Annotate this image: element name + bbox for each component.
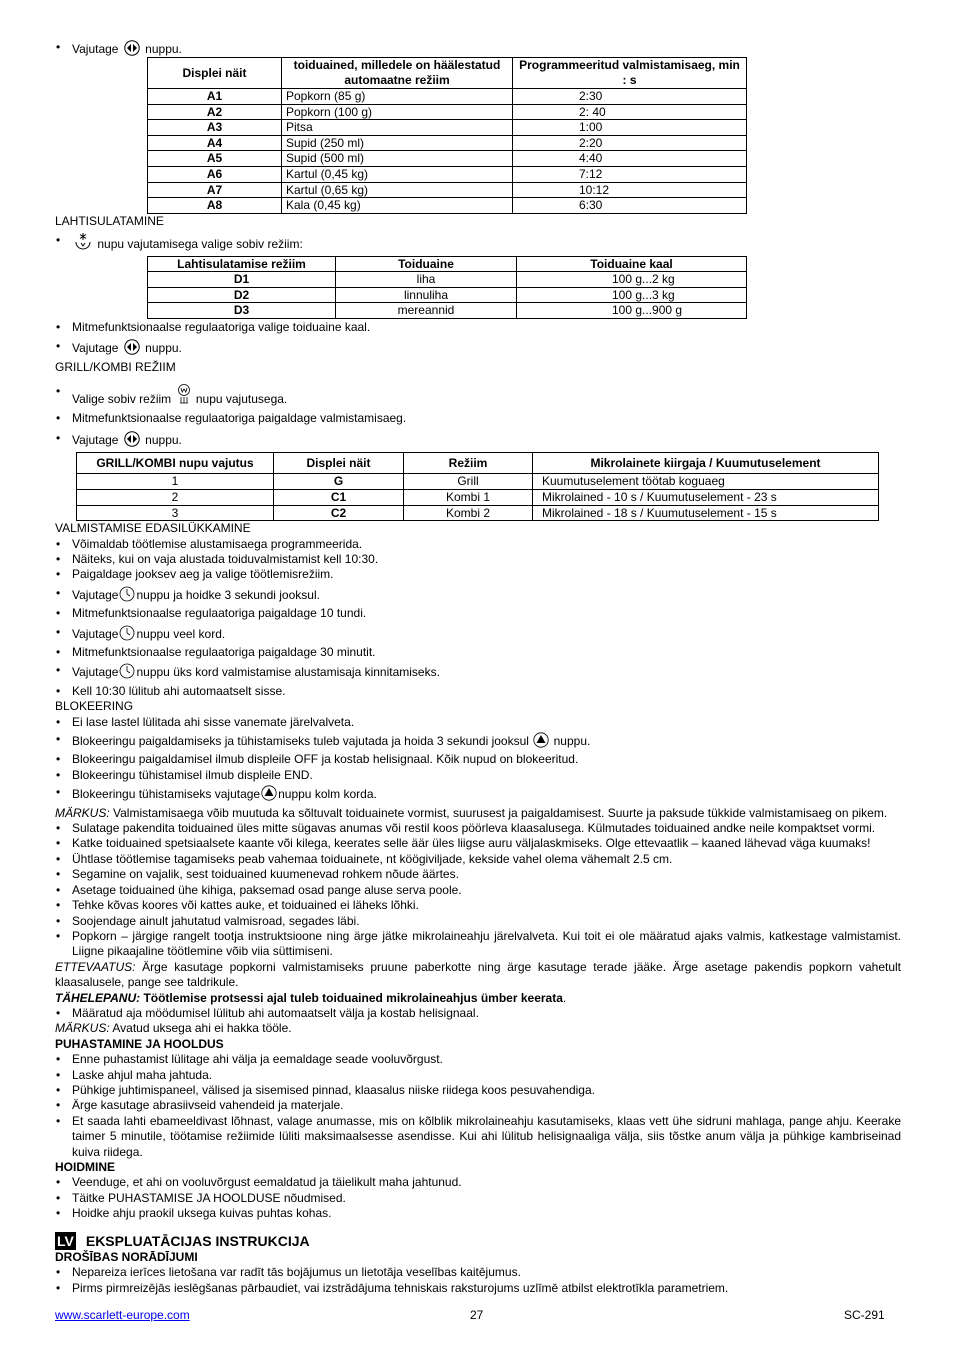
table-cell: G [274,474,404,490]
table-header: Mikrolainete kiirgaja / Kuumutuselement [533,453,879,474]
table-header: Programmeeritud valmistamisaeg, min : s [513,58,747,89]
table-cell: Pitsa [282,120,513,136]
clock-icon [119,586,135,606]
list-item: • Katke toiduained spetsiaalsete kaante või kilega, keerates selle äär üles liigse auru väljalaskmiseks. Olge ettevaatlik – kaaned lähevad väga kuumaks! [55,836,901,851]
table-cell: Kartul (0,65 kg) [282,182,513,198]
defrost-snowflake-icon [73,233,93,255]
list-item: • Tehke kõvas koores või kattes auke, et toiduained ei läheks lõhki. [55,898,901,913]
table-cell: mereannid [336,303,517,319]
list-item: • Segamine on vajalik, sest toiduained kuumenevad rohkem nõude äärtes. [55,867,901,882]
table-row [77,489,879,505]
language-badge: LV [57,1232,74,1249]
caution-paragraph [55,960,901,991]
table-row [148,135,747,151]
start-arrows-icon [123,339,141,359]
delay-hold-item [55,586,901,606]
list-item: • Mitmefunktsionaalse regulaatoriga paigaldage 10 tundi. [55,606,901,621]
grill-select-item [55,384,901,410]
list-item: • Pühkige juhtimispaneel, välised ja sisemised pinnad, klaasalus niiske riidega koos pesuvahendiga. [55,1083,901,1098]
table-cell: liha [336,272,517,288]
list-item: • Ei lase lastel lülitada ahi sisse vanemate järelvalveta. [55,715,901,730]
table-row [148,166,747,182]
table-row [148,272,747,288]
table-header-row [77,453,879,474]
table-cell: 1 [77,474,274,490]
table-row [148,287,747,303]
table-header: Displei näit [148,58,282,89]
table-cell: 3 [77,505,274,521]
table-row [148,182,747,198]
grill-table [76,452,879,521]
website-link[interactable]: www.scarlett-europe.com [55,1308,190,1322]
defrost-weight-item: • Mitmefunktsionaalse regulaatoriga valige toiduaine kaal. [55,320,901,335]
grill-heading: GRILL/KOMBI REŽIIM [55,359,176,374]
list-item: • Pirms pirmreizējās ieslēgšanas pārbaudiet, vai izstrādājuma tehniskais raksturojums uzlīmē atbilst elektrotīkla parametriem. [55,1281,901,1296]
table-cell: 100 g...2 kg [517,272,747,288]
table-header: Toiduaine [336,256,517,272]
lock-suffix: nuppu. [553,734,591,749]
table-cell: Mikrolained - 18 s / Kuumutuselement - 15 s [533,505,879,521]
list-item: • Nepareiza ierīces lietošana var radīt tās bojājumus un lietotāja veselības kaitējumus. [55,1265,901,1280]
defrost-press-item [55,339,901,359]
table-cell: 2:30 [513,89,747,105]
table-cell: 100 g...900 g [517,303,747,319]
table-cell: Kartul (0,45 kg) [282,166,513,182]
delay-heading: VALMISTAMISE EDASILÜKKAMINE [55,521,251,536]
table-cell: A8 [148,198,282,214]
table-header: GRILL/KOMBI nupu vajutus [77,453,274,474]
note-text: Valmistamisaega võib muutuda ka sõltuvalt toiduainete vormist, suurusest ja paigaldamisest. Suurte ja paksude tükkide valmistamisaeg on pikem. [109,805,888,820]
table-cell: C1 [274,489,404,505]
list-item: • Näiteks, kui on vaja alustada toiduvalmistamist kell 10:30. [55,552,901,567]
table-header: Lahtisulatamise režiim [148,256,336,272]
table-cell: 2:20 [513,135,747,151]
table-row [148,198,747,214]
table-cell: Kombi 1 [404,489,533,505]
attention-end: . [562,990,567,1005]
table-header: toiduained, milledele on häälestatud automaatne režiim [282,58,513,89]
table-cell: Popkorn (85 g) [282,89,513,105]
press-suffix: nuppu üks kord valmistamise alustamisaja kinnitamiseks. [136,665,440,680]
note-text: Avatud uksega ahi ei hakka tööle. [109,1021,292,1036]
grill-press-item [55,431,901,451]
lock-cancel-item [55,785,901,805]
lock-triangle-icon [533,732,549,752]
note-label: MÄRKUS: [55,1021,110,1036]
table-cell: A6 [148,166,282,182]
defrost-select-item [55,233,901,255]
lock-text: Blokeeringu tühistamiseks vajutage [72,787,261,802]
table-header-row [148,58,747,89]
lv-subheading: DROŠĪBAS NORĀDĪJUMI [55,1250,198,1265]
table-cell: 4:40 [513,151,747,167]
page-number: 27 [470,1308,484,1322]
lv-section-title [55,1232,901,1250]
table-cell: Supid (500 ml) [282,151,513,167]
lock-suffix: nuppu kolm korda. [278,787,377,802]
delay-again-item [55,625,901,645]
delay-confirm-item [55,663,901,683]
storage-heading: HOIDMINE [55,1160,115,1174]
table-header: Režiim [404,453,533,474]
grill-select-text: Valige sobiv režiim [72,392,172,407]
list-item: • Sulatage pakendita toiduained üles mitte sügavas anumas või restil koos pöörleva klaasalusega. Külmutades toiduained andke neile kompaktset vormi. [55,821,901,836]
table-header: Displei näit [274,453,404,474]
attention-label: TÄHELEPANU: [55,990,141,1005]
table-cell: Popkorn (100 g) [282,104,513,120]
table-row [148,303,747,319]
table-cell: A2 [148,104,282,120]
list-item: • Soojendage ainult jahutatud valmisroad, segades läbi. [55,914,901,929]
start-arrows-icon [123,40,141,60]
lock-press-item [55,732,901,752]
list-item: • Mitmefunktsionaalse regulaatoriga paigaldage 30 minutit. [55,645,901,660]
press-start-item [55,40,901,56]
clock-icon [119,625,135,645]
table-cell: linnuliha [336,287,517,303]
table-row [77,505,879,521]
table-header-row [148,256,747,272]
note-paragraph [55,806,901,821]
list-item: • Kell 10:30 lülitub ahi automaatselt sisse. [55,684,901,699]
table-cell: A7 [148,182,282,198]
table-cell: D2 [148,287,336,303]
list-item: • Veenduge, et ahi on vooluvõrgust eemaldatud ja täielikult maha jahtunud. [55,1175,901,1190]
table-cell: Kala (0,45 kg) [282,198,513,214]
list-item: • Enne puhastamist lülitage ahi välja ja eemaldage seade vooluvõrgust. [55,1052,901,1067]
cleaning-heading: PUHASTAMINE JA HOOLDUS [55,1036,224,1051]
press-label: Vajutage [72,341,119,356]
grill-time-item: • Mitmefunktsionaalse regulaatoriga paigaldage valmistamisaeg. [55,411,901,426]
note-label: MÄRKUS: [55,805,110,820]
table-row [148,89,747,105]
list-item: • Popkorn – järgige rangelt tootja instruktsioone ning ärge jätke mikrolaineahju järelvalveta. Kui toit ei ole määratud ajaks valmis, katkestage valmistamist. Liigne pikaajaline töötlemine võib viia süttimiseni. [55,929,901,960]
defrost-select-text: nupu vajutamisega valige sobiv režiim: [97,237,303,252]
start-arrows-icon [123,431,141,451]
press-label: Vajutage [72,665,119,680]
press-label: Vajutage [72,587,119,602]
document-page [55,40,901,1296]
table-cell: 10:12 [513,182,747,198]
list-item: • Blokeeringu tühistamisel ilmub displeile END. [55,768,901,783]
table-cell: 100 g...3 kg [517,287,747,303]
list-item: • Määratud aja möödumisel lülitub ahi automaatselt välja ja kostab helisignaal. [55,1006,901,1021]
press-label: Vajutage [72,626,119,641]
press-suffix: nuppu. [145,42,182,56]
table-cell: Kombi 2 [404,505,533,521]
table-cell: A3 [148,120,282,136]
table-cell: 6:30 [513,198,747,214]
table-row [148,120,747,136]
list-item: • Ühtlase töötlemise tagamiseks peab vahemaa toiduainete, nt köögiviljade, kekside vahel olema vähemalt 2.5 cm. [55,852,901,867]
table-cell: Kuumutuselement töötab koguaeg [533,474,879,490]
list-item: • Paigaldage jooksev aeg ja valige töötlemisrežiim. [55,567,901,582]
lv-title: EKSPLUATĀCIJAS INSTRUKCIJA [85,1232,310,1249]
press-suffix: nuppu. [145,341,182,356]
model-number: SC-291 [844,1308,885,1322]
attention-text: Töötlemise protsessi ajal tuleb toiduained mikrolaineahjus ümber keerata [140,990,563,1005]
press-suffix: nuppu veel kord. [136,626,226,641]
press-label: Vajutage [72,432,119,447]
note2-paragraph [55,1021,901,1036]
lock-triangle-icon [261,785,277,805]
table-cell: D3 [148,303,336,319]
table-header: Toiduaine kaal [517,256,747,272]
list-item: • Ärge kasutage abrasiivseid vahendeid ja materjale. [55,1098,901,1113]
table-cell: 7:12 [513,166,747,182]
list-item: • Võimaldab töötlemise alustamisaega programmeerida. [55,537,901,552]
press-suffix: nuppu. [145,432,182,447]
list-item: • Laske ahjul maha jahtuda. [55,1068,901,1083]
table-row [148,151,747,167]
table-cell: 2 [77,489,274,505]
lock-text: Blokeeringu paigaldamiseks ja tühistamiseks tuleb vajutada ja hoida 3 sekundi jooksul [72,734,529,749]
table-cell: Mikrolained - 10 s / Kuumutuselement - 23 s [533,489,879,505]
table-cell: 2: 40 [513,104,747,120]
attention-paragraph [55,991,901,1006]
auto-mode-table [147,57,747,214]
list-item: • Blokeeringu paigaldamisel ilmub displeile OFF ja kostab helisignaal. Kõik nupud on blokeeritud. [55,752,901,767]
list-item: • Täitke PUHASTAMISE JA HOOLDUSE nõudmised. [55,1191,901,1206]
table-row [148,104,747,120]
press-label: Vajutage [72,42,119,56]
grill-combi-icon [176,384,192,410]
list-item: • Hoidke ahju praokil uksega kuivas puhtas kohas. [55,1206,901,1221]
grill-select-suffix: nupu vajutusega. [195,392,288,407]
clock-icon [119,663,135,683]
table-cell: A1 [148,89,282,105]
table-cell: C2 [274,505,404,521]
table-cell: A5 [148,151,282,167]
table-cell: 1:00 [513,120,747,136]
list-item: • Asetage toiduained ühe kihiga, paksemad osad pange aluse serva poole. [55,883,901,898]
caution-label: ETTEVAATUS: [55,959,136,974]
table-cell: D1 [148,272,336,288]
lock-heading: BLOKEERING [55,699,134,714]
list-item: • Et saada lahti ebameeldivast lõhnast, valage anumasse, mis on kõlblik mikrolaineahju kasutamiseks, klaas vett ühe sidruni mahlaga, pange ahju. Keerake taimer 5 minutile, töötamise režiimide lüliti maksimaalsesse asendisse. Kui ahi lülitub helisignaaliga välja, siis tõstke anum välja ja pühkige kambriseinad kuiva riidega. [55,1114,901,1160]
table-cell: A4 [148,135,282,151]
table-row [77,474,879,490]
table-cell: Grill [404,474,533,490]
press-suffix: nuppu ja hoidke 3 sekundi jooksul. [136,587,320,602]
table-cell: Supid (250 ml) [282,135,513,151]
caution-text: Ärge kasutage popkorni valmistamiseks pruune paberkotte ning ärge kasutage terade jääke. Ärge asetage pakendis popkorn vahetult klaasalusele, pange see taldrikule. [55,959,901,990]
defrost-heading: LAHTISULATAMINE [55,213,164,228]
defrost-table [147,256,747,319]
